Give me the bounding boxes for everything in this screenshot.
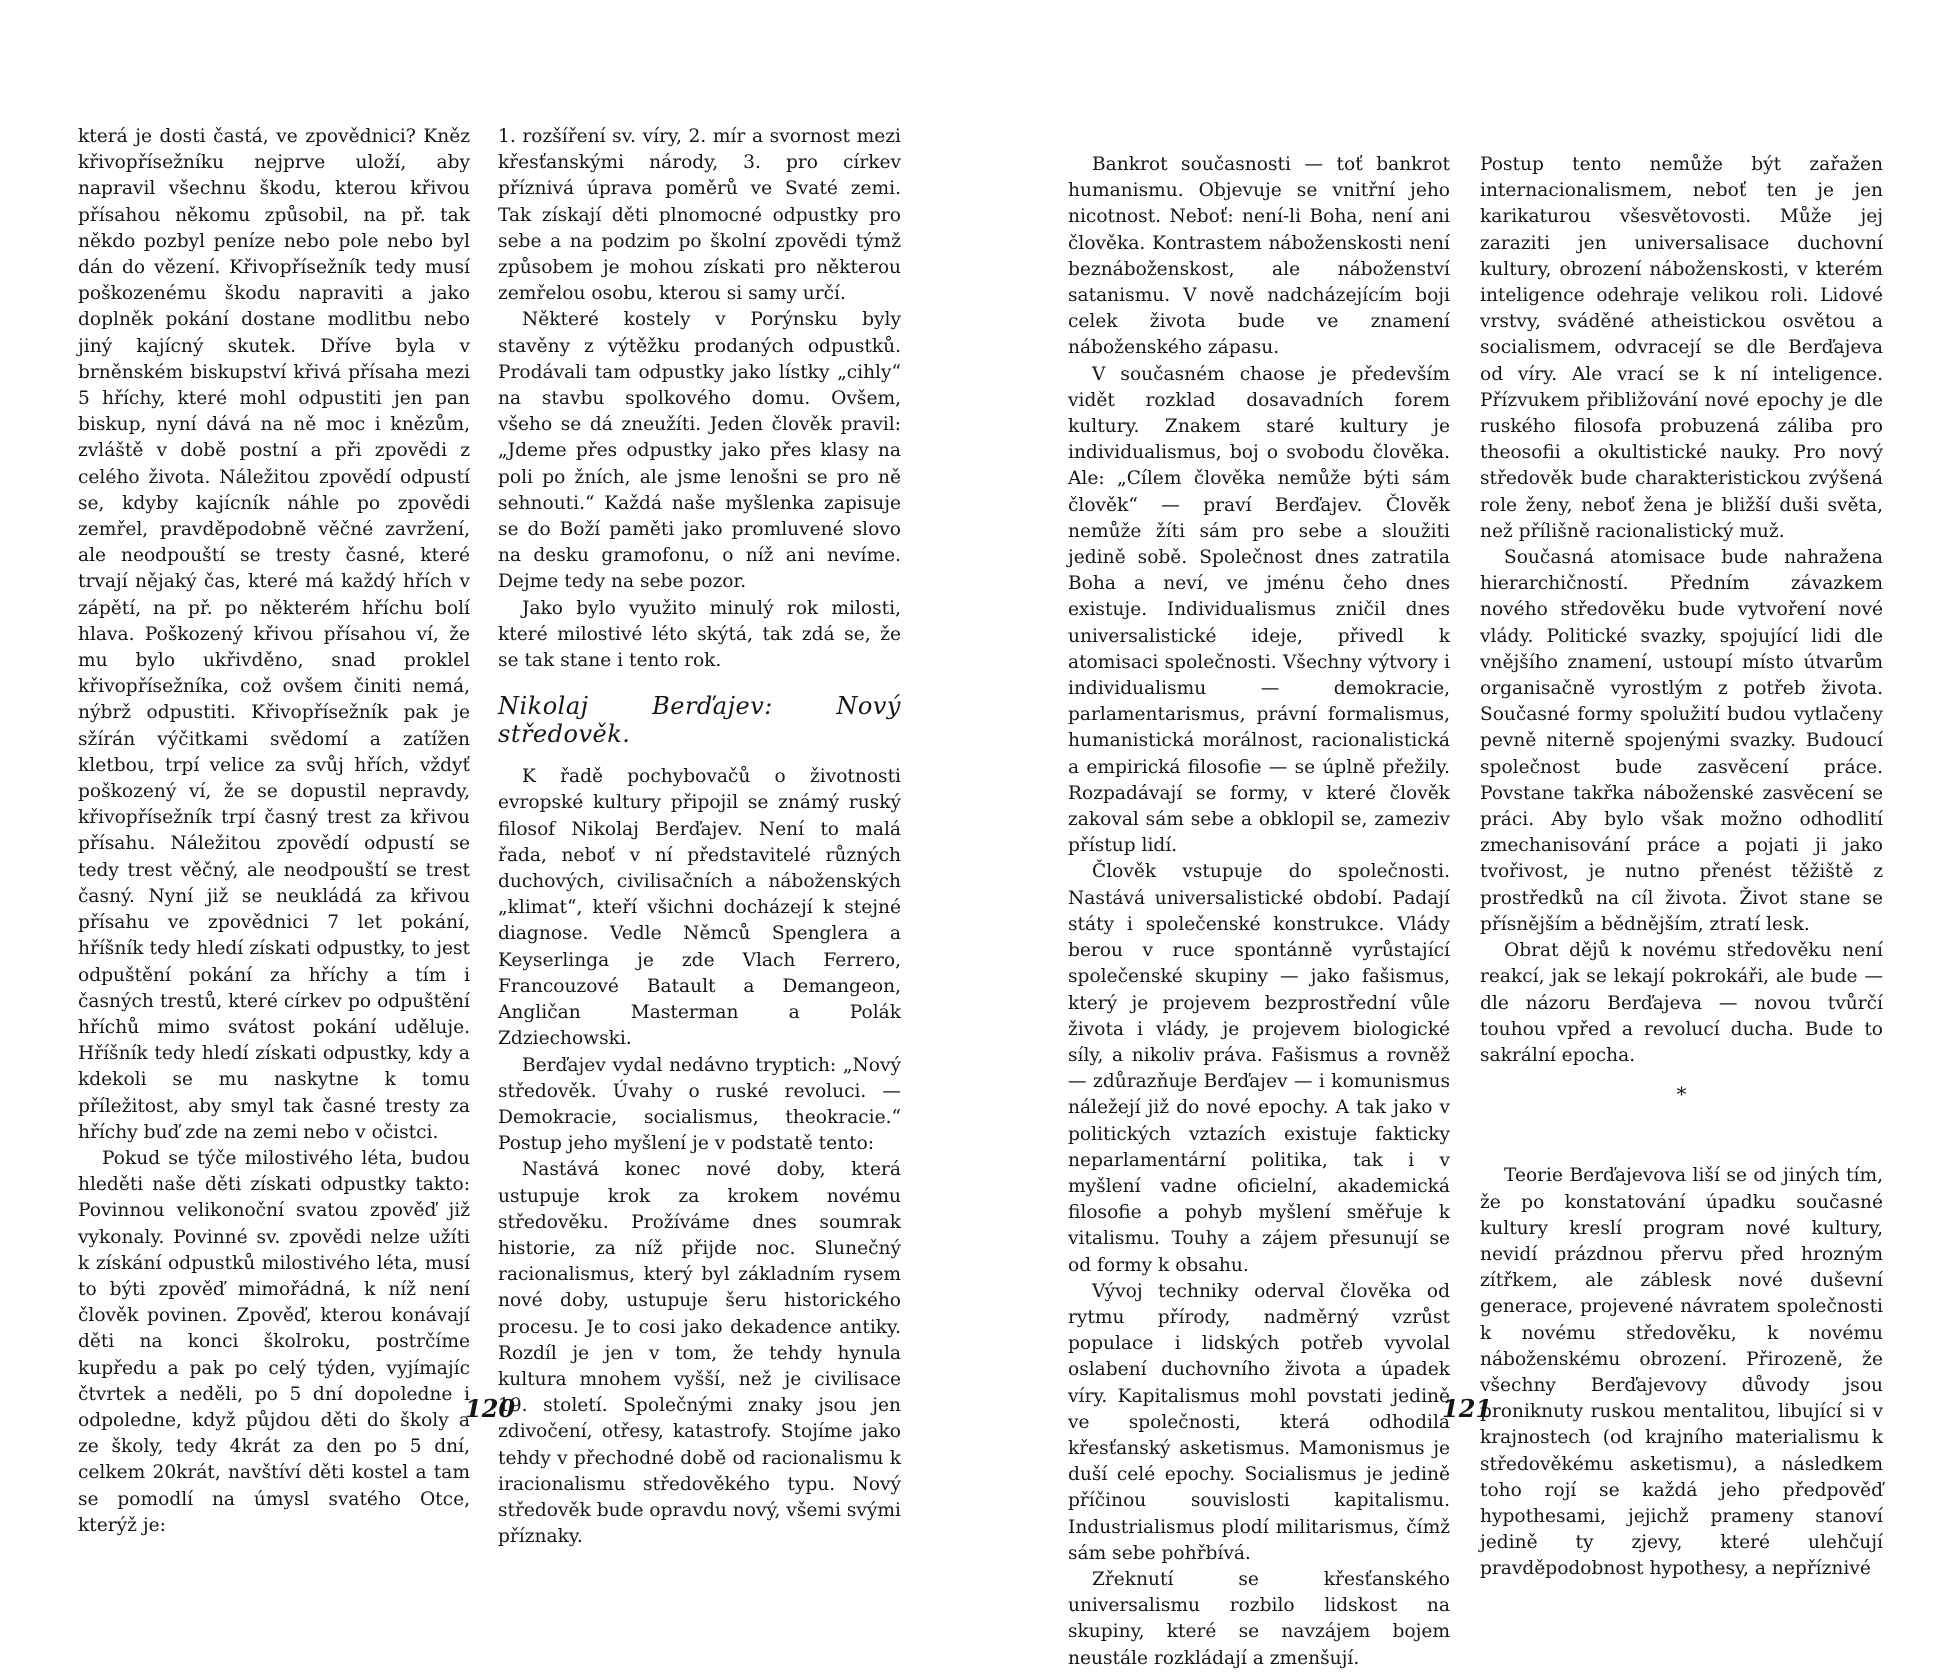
left-page-column-2 (498, 124, 901, 1550)
paragraph: Vývoj techniky oderval člověka od rytmu přírody, nadměrný vzrůst populace i lidských potřeb vyvolal oslabení duchovního života a úpadek víry. Kapitalismus mohl povstati jedině ve společnosti, která odhodila křesťanský asketismus. Mamonismus je duší celé epochy. Socialismus je jedině příčinou souvislosti kapitalismu. Industrialismus plodí militarismus, čímž sám sebe pohřbívá. (1068, 1280, 1450, 1564)
paragraph: která je dosti častá, ve zpovědnici? Kněz křivopřísežníku nejprve uloží, aby napravil všechnu škodu, kterou křivou přísahou někomu způsobil, na př. tak někdo pozbyl peníze nebo pole nebo byl dán do vězení. Křivopřísežník tedy musí poškozenému škodu napraviti a jako doplněk pokání dostane modlitbu nebo jiný kajícný skutek. Dříve byla v brněnském biskupství křivá přísaha mezi 5 hříchy, které mohl odpustiti jen pan biskup, nyní dává na ně moc i knězům, zvláště v době postní a při zpovědi z celého života. Náležitou zpovědí odpustí se, kdyby kajícník náhle po zpovědi zemřel, pravděpodobně věčné zavržení, ale neodpouští se tresty časné, které trvají nějaký čas, které má každý hřích v zápětí, na př. po některém hříchu bolí hlava. Poškozený křivou přísahou ví, že mu bylo ukřivděno, snad proklel křivopřísežníka, což ovšem činiti nemá, nýbrž odpustiti. Křivopřísežník pak je sžírán výčitkami svědomí a zatížen kletbou, trpí velice za svůj hřích, vždyť poškozený ví, že se dopustil nepravdy, křivopřísežník trpí časný trest za křivou přísahu. Náležitou zpovědí odpustí se tedy trest věčný, ale neodpouští se trest časný. Nyní již se neukládá za křivou přísahu ve zpovědnici 7 let pokání, hříšník tedy hledí získati odpustky, to jest odpuštění pokání za hříchy a tím i časných trestů, které církev po odpuštění hříchů mimo svátost pokání uděluje. Hříšník tedy hledí získati odpustky, kdy a kdekoli se mu naskytne k tomu příležitost, aby smyl tak časné tresty za hříchy buď zde na zemi nebo v očistci. (78, 126, 470, 1143)
paragraph: Nastává konec nové doby, která ustupuje krok za krokem novému středověku. Prožíváme dnes soumrak historie, za níž přijde noc. Slunečný racionalismus, který byl základním rysem nové doby, ustupuje šeru historického procesu. Je to cosi jako dekadence antiky. Rozdíl je jen v tom, že tehdy hynula kultura mnohem vyšší, než je civilisace 19. století. Společnými znaky jsou jen zdivočení, otřesy, katastrofy. Stojíme jako tehdy v přechodné době od racionalismu k iracionalismu středověkého typu. Nový středověk bude opravdu nový, všemi svými příznaky. (498, 1159, 901, 1548)
paragraph: Současná atomisace bude nahražena hierarchičností. Předním závazkem nového středověku bude vytvoření nové vlády. Politické svazky, spojující lidi dle vnějšího znamení, ustoupí místo útvarům organisačně vyrostlým z potřeb života. Současné formy spolužití budou vytlačeny pevně niterně spojenými svazky. Budoucí společnost bude zasvěcení práce. Povstane takřka náboženské zasvěcení se práci. Aby bylo však možno odhodlití zmechanisování práce a pojati ji jako tvořivost, je nutno přenést těžiště z prostředků na cíl života. Život stane se přísnějším a bědnějším, ztratí lesk. (1480, 547, 1883, 935)
paragraph: Obrat dějů k novému středověku není reakcí, jak se lekají pokrokáři, ale bude — dle názoru Berďajeva — novou tvůrčí touhou vpřed a revolucí ducha. Bude to sakrální epocha. (1480, 940, 1883, 1066)
right-page-column-1 (1068, 152, 1450, 1672)
paragraph: Jako bylo využito minulý rok milosti, které milostivé léto skýtá, tak zdá se, že se tak stane i tento rok. (498, 597, 901, 672)
paragraph: Některé kostely v Porýnsku byly stavěny z výtěžku prodaných odpustků. Prodávali tam odpustky jako lístky „cihly“ na stavbu spolkového domu. Ovšem, všeho se dá zneužíti. Jeden člověk pravil: „Jdeme přes odpustky jako přes klasy na poli po žních, ale jsme lenošni se pro ně sehnouti.“ Každá naše myšlenka zapisuje se do Boží paměti jako promluvené slovo na desku gramofonu, o níž ani nevíme. Dejme tedy na sebe pozor. (498, 309, 901, 593)
right-page (976, 0, 1952, 1669)
left-page (0, 0, 976, 1548)
paragraph: Zřeknutí se křesťanského universalismu rozbilo lidskost na skupiny, které se navzájem bojem neustále rozkládají a zmenšují. (1068, 1568, 1450, 1669)
paragraph: Člověk vstupuje do společnosti. Nastává universalistické období. Padají státy i společenské konstrukce. Vlády berou v ruce spontánně vyrůstající společenské skupiny — jako fašismus, který je projevem bezprostřední vůle života i vlády, je projevem biologické síly, a nikoliv práva. Fašismus a rovněž — zdůrazňuje Berďajev — i komunismus náležejí již do nové epochy. A tak jako v politických vztazích existuje fakticky neparlamentární politika, tak i v myšlení vadne oficielní, akademická filosofie a pohyb myšlení směřuje k vitalismu. Touhy a zájem přesunují se od formy k obsahu. (1068, 861, 1450, 1276)
paragraph: Postup tento nemůže být zařažen internacionalismem, neboť ten je jen karikaturou všesvětovosti. Může jej zaraziti jen universalisace duchovní kultury, obrození náboženskosti, v kterém inteligence odehraje velikou roli. Lidové vrstvy, sváděné atheistickou osvětou a socialismem, odvracejí se dle Berďajeva od víry. Ale vrací se k ní inteligence. Přízvukem přibližování nové epochy je dle ruského filosofa probuzená záliba pro theosofii a okultistické nauky. Pro nový středověk bude charakteristickou zvýšená role ženy, neboť žena je bližší duši světa, než přílišně racionalistický muž. (1480, 154, 1883, 542)
page-number: 121 (1442, 1394, 1493, 1423)
left-page-column-1 (78, 124, 470, 1539)
paragraph: V současném chaose je především vidět rozklad dosavadních forem kultury. Znakem staré kultury je individualismus, boj o svobodu člověka. Ale: „Cílem člověka nemůže býti sám člověk“ — praví Berďajev. Člověk nemůže žíti sám pro sebe a sloužiti jedině sobě. Společnost dnes zatratila Boha a neví, ve jménu čeho dnes existuje. Individualismus zničil dnes universalistické ideje, přivedl k atomisaci společnosti. Všechny výtvory i individualismu — demokracie, parlamentarismus, právní formalismus, humanistická morálnost, racionalistická a empirická filosofie — se úplně přežily. Rozpadávají se formy, v které člověk zakoval sám sebe a obklopil se, zameziv přístup lidí. (1068, 363, 1450, 857)
paragraph: Pokud se týče milostivého léta, budou hleděti naše děti získati odpustky takto: Povinnou velikonoční svatou zpověď již vykonaly. Povinné sv. zpovědi nelze užíti k získání odpustků milostivého léta, musí to býti zpověď mimořádná, k níž není člověk povinen. Zpověď, kterou konávají děti na konci školroku, postrčíme kupředu a pak po celý týden, vyjímajíc čtvrtek a neděli, po 5 dní dopoledne i odpoledne, když půjdou děti do školy a ze školy, tedy 4krát za den po 5 dní, celkem 20krát, navštíví děti kostel a tam se pomodlí na úmysl svatého Otce, kterýž je: (78, 1147, 470, 1536)
paragraph: 1. rozšíření sv. víry, 2. mír a svornost mezi křesťanskými národy, 3. pro církev příznivá úprava poměrů ve Svaté zemi. Tak získají děti plnomocné odpustky pro sebe a na podzim po školní zpovědi týmž způsobem je mohou získati pro některou zemřelou osobu, kterou si samy určí. (498, 126, 901, 305)
section-separator: * (1676, 1082, 1687, 1107)
paragraph: K řadě pochybovačů o životnosti evropské kultury připojil se známý ruský filosof Nikolaj Berďajev. Není to malá řada, neboť v ní představitelé různých duchových, civilisačních a náboženských „klimat“, kteří všichni docházejí k stejné diagnose. Vedle Němců Spenglera a Keyserlinga je zde Vlach Ferrero, Francouzové Batault a Demangeon, Angličan Masterman a Polák Zdziechowski. (498, 766, 901, 1050)
article-heading: Nikolaj Berďajev: Nový středověk. (498, 692, 901, 749)
paragraph: Teorie Berďajevova liší se od jiných tím, že po konstatování úpadku současné kultury kreslí program nové kultury, nevidí prázdnou přervu před hrozným zítřkem, ale záblesk nové duševní generace, projevené návratem společnosti k novému středověku, k novému náboženskému obrození. Přirozeně, že všechny Berďajevovy důvody jsou proniknuty ruskou mentalitou, libující si v krajnostech (od krajního materialismu k středověkému asketismu), a následkem toho rojí se každá jeho předpověď hypothesami, jejichž prameny stanoví jedině ty zjevy, které ulehčují pravděpodobnost hypothesy, a nepříznivé (1480, 1165, 1883, 1580)
right-page-column-2 (1480, 152, 1883, 1583)
page-number: 120 (465, 1394, 516, 1423)
paragraph: Berďajev vydal nedávno tryptich: „Nový středověk. Úvahy o ruské revoluci. — Demokracie, socialismus, theokracie.“ Postup jeho myšlení je v podstatě tento: (498, 1054, 901, 1155)
paragraph: Bankrot současnosti — toť bankrot humanismu. Objevuje se vnitřní jeho nicotnost. Neboť: není-li Boha, není ani člověka. Kontrastem náboženskosti není beznáboženskost, ale náboženství satanismu. V nově nadcházejícím boji celek života bude ve znamení náboženského zápasu. (1068, 154, 1450, 359)
